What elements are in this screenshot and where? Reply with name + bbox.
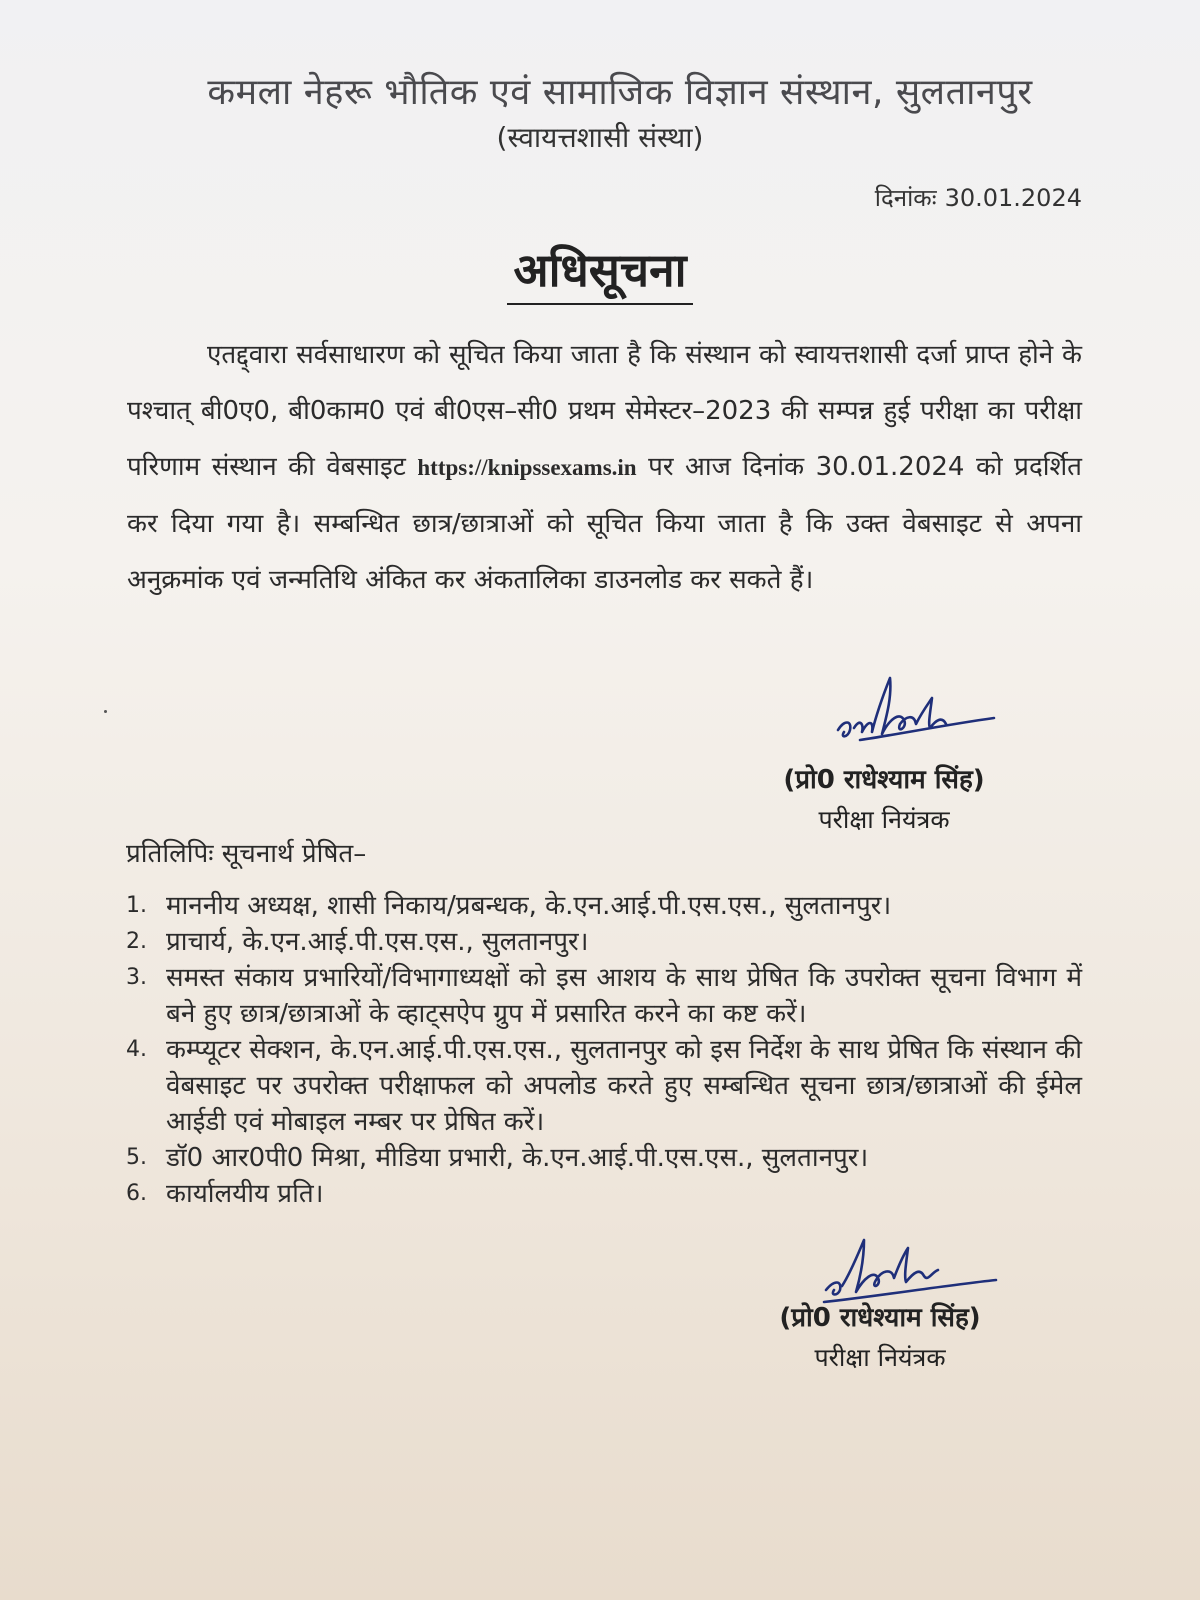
- list-item-number: 6.: [126, 1181, 147, 1206]
- notice-title: [0, 238, 1200, 300]
- date-label: दिनांकः: [874, 184, 937, 212]
- signatory-block-1: [754, 760, 1014, 836]
- list-item-number: 2.: [126, 929, 147, 954]
- copy-to-list: [126, 888, 1082, 1212]
- list-item-number: 5.: [126, 1145, 147, 1170]
- signatory-designation: परीक्षा नियंत्रक: [818, 805, 950, 834]
- notice-body-part1: एतद्द्वारा सर्वसाधारण को सूचित किया जाता है कि संस्थान को स्वायत्तशासी दर्जा प्राप्त होने के पश्चात् बी0ए0, बी0काम0 एवं बी0एस–सी0 प्रथम सेमेस्टर–2023 की सम्पन्न हुई परीक्षा का परीक्षा परिणाम संस्थान की वेबसाइट: [127, 340, 1082, 482]
- list-item: [126, 888, 1082, 924]
- list-item: [126, 1176, 1082, 1212]
- signatory-name: (प्रो0 राधेश्याम सिंह): [783, 765, 985, 795]
- list-item-text: डॉ0 आर0पी0 मिश्रा, मीडिया प्रभारी, के.एन.आई.पी.एस.एस., सुलतानपुर।: [166, 1143, 869, 1173]
- list-item-text: प्राचार्य, के.एन.आई.पी.एस.एस., सुलतानपुर।: [166, 927, 589, 957]
- institution-name: कमला नेहरू भौतिक एवं सामाजिक विज्ञान संस्थान, सुलतानपुर: [207, 72, 1033, 113]
- results-website-link[interactable]: https://knipssexams.in: [417, 455, 637, 480]
- date-value: 30.01.2024: [944, 184, 1082, 212]
- institution-subtitle: (स्वायत्तशासी संस्था): [496, 121, 704, 154]
- signature-1: [830, 668, 1000, 758]
- signatory-block-2: [750, 1298, 1010, 1374]
- list-item-text: माननीय अध्यक्ष, शासी निकाय/प्रबन्धक, के.एन.आई.पी.एस.एस., सुलतानपुर।: [166, 891, 892, 921]
- list-item: [126, 924, 1082, 960]
- copy-to-label: प्रतिलिपिः सूचनार्थ प्रेषित–: [126, 839, 367, 869]
- list-item-text: कम्प्यूटर सेक्शन, के.एन.आई.पी.एस.एस., सुलतानपुर को इस निर्देश के साथ प्रेषित कि संस्थान की वेबसाइट पर उपरोक्त परीक्षाफल को अपलोड करते हुए सम्बन्धित सूचना छात्र/छात्राओं की ईमेल आईडी एवं मोबाइल नम्बर पर प्रेषित करें।: [166, 1035, 1082, 1137]
- signatory-name: (प्रो0 राधेश्याम सिंह): [779, 1303, 981, 1333]
- notice-title-text: अधिसूचना: [507, 243, 692, 305]
- list-item-number: 1.: [126, 893, 147, 918]
- list-item-text: समस्त संकाय प्रभारियों/विभागाध्यक्षों को इस आशय के साथ प्रेषित कि उपरोक्त सूचना विभाग में बने हुए छात्र/छात्राओं के व्हाट्सऐप ग्रुप में प्रसारित करने का कष्ट करें।: [166, 963, 1082, 1029]
- notice-body: [127, 327, 1082, 608]
- notice-body-part2: पर आज दिनांक 30.01.2024 को प्रदर्शित कर दिया गया है। सम्बन्धित छात्र/छात्राओं को सूचित किया जाता है कि उक्त वेबसाइट से अपना अनुक्रमांक एवं जन्मतिथि अंकित कर अंकतालिका डाउनलोड कर सकते हैं।: [127, 452, 1082, 595]
- list-item: [126, 1032, 1082, 1140]
- list-item: [126, 960, 1082, 1032]
- list-item: [126, 1140, 1082, 1176]
- list-item-text: कार्यालयीय प्रति।: [166, 1179, 324, 1209]
- signatory-designation: परीक्षा नियंत्रक: [814, 1343, 946, 1372]
- paper-speck: [104, 710, 107, 713]
- list-item-number: 3.: [126, 965, 147, 990]
- notice-date: [875, 181, 1082, 214]
- list-item-number: 4.: [126, 1037, 147, 1062]
